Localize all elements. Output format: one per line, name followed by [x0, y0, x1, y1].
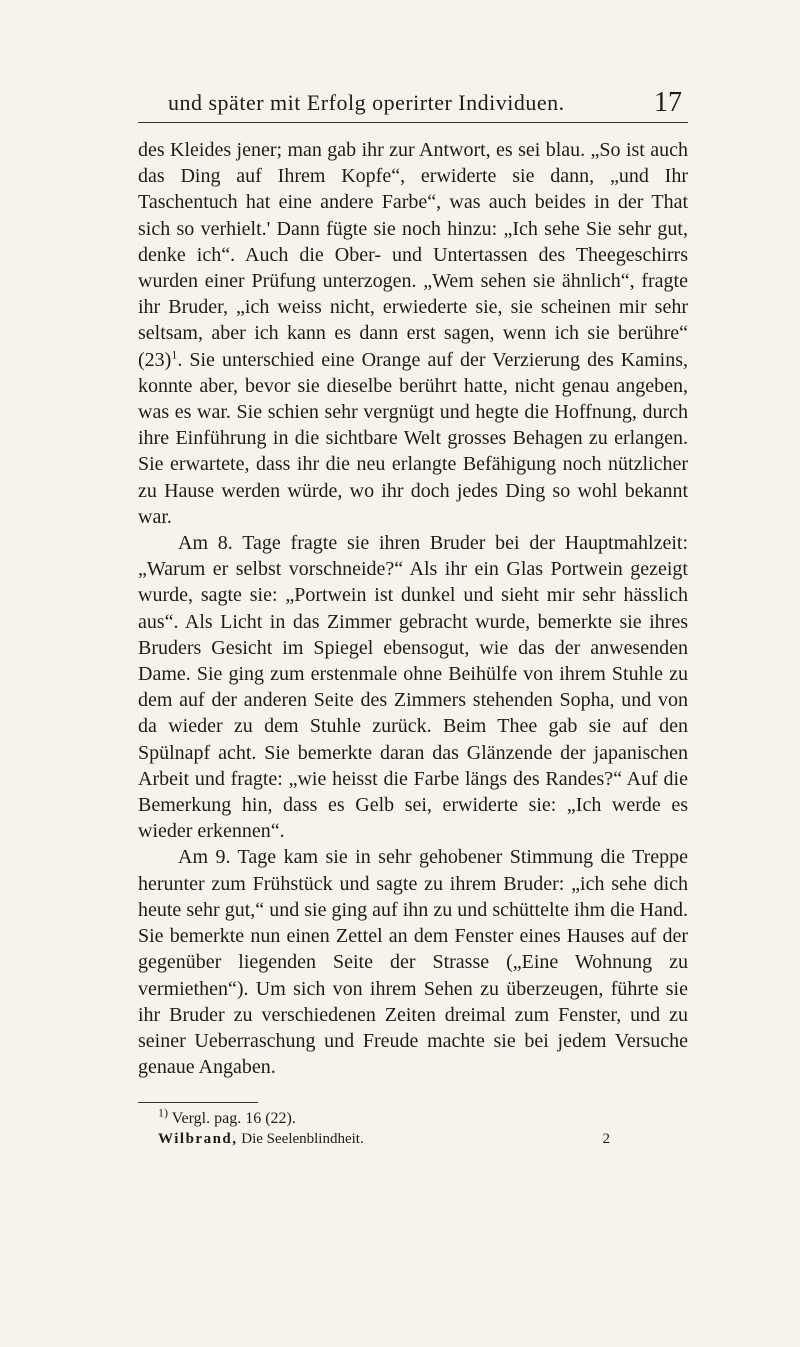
page-number: 17: [654, 87, 682, 118]
body-text: [138, 137, 688, 1080]
sheet-number: 2: [602, 1131, 610, 1148]
signature-citation: [158, 1129, 364, 1149]
running-head: [138, 87, 688, 123]
paragraph-3: Am 9. Tage kam sie in sehr gehobener Stimmung die Treppe herunter zum Frühstück und sagte zu ihrem Bruder: „ich sehe dich heute sehr gut,“ und sie ging auf ihn zu und schüttelte ihm die Hand. Sie bemerkte nun einen Zettel an dem Fenster eines Hauses auf der gegenüber liegenden Seite der Strasse („Eine Wohnung zu vermiethen“). Um sich von ihrem Sehen zu überzeugen, führte sie ihr Bruder zu verschiedenen Zeiten dreimal zum Fenster, und zu seiner Ueberraschung und Freude machte sie bei jedem Versuche genaue Angaben.: [138, 846, 688, 1079]
paragraph-1-part-1: des Kleides jener; man gab ihr zur Antwort, es sei blau. „So ist auch das Ding auf Ihrem Kopfe“, erwiderte sie dann, „und Ihr Taschentuch hat eine andere Farbe“, was auch beides in der That sich so verhielt.' Dann fügte sie noch hinzu: „Ich sehe Sie sehr gut, denke ich“. Auch die Ober- und Untertassen des Theegeschirrs wurden einer Prüfung unterzogen. „Wem sehen sie ähnlich“, fragte ihr Bruder, „ich weiss nicht, erwiederte sie, sie scheinen mir sehr seltsam, aber ich kann es dann erst sagen, wenn ich sie berühre“ (23): [138, 139, 688, 371]
book-page: [138, 87, 688, 1149]
signature-author: Wilbrand,: [158, 1131, 238, 1148]
paragraph-1: [138, 137, 688, 530]
signature-work: Die Seelenblindheit.: [241, 1131, 364, 1148]
footnote-rule: [138, 1102, 258, 1103]
running-title: und später mit Erfolg operirter Individuen.: [168, 90, 565, 115]
footnote: [138, 1105, 688, 1129]
paragraph-2: Am 8. Tage fragte sie ihren Bruder bei der Hauptmahlzeit: „Warum er selbst vorschneide?“ Als ihr ein Glas Portwein gezeigt wurde, sagte sie: „Portwein ist dunkel und sieht mir sehr hässlich aus“. Als Licht in das Zimmer gebracht wurde, bemerkte sie ihres Bruders Gesicht im Spiegel ebensogut, wie das der anwesenden Dame. Sie ging zum erstenmale ohne Beihülfe von ihrem Stuhle zu dem auf der anderen Seite des Zimmers stehenden Sopha, und von da wieder zu dem Stuhle zurück. Beim Thee gab sie auf den Spülnapf acht. Sie bemerkte daran das Glänzende der japanischen Arbeit und fragte: „wie heisst die Farbe längs des Randes?“ Auf die Bemerkung hin, dass es Gelb sei, erwiderte sie: „Ich werde es wieder erkennen“.: [138, 532, 688, 843]
signature-line: [138, 1129, 688, 1149]
footnote-marker: 1): [158, 1105, 168, 1120]
footnote-reference: 1: [171, 346, 178, 361]
footnote-text: Vergl. pag. 16 (22).: [171, 1110, 296, 1128]
paragraph-1-part-2: . Sie unterschied eine Orange auf der Verzierung des Kamins, konnte aber, bevor sie dieselbe berührt hatte, nicht genau angeben, was es war. Sie schien sehr vergnügt und hegte die Hoffnung, durch ihre Einführung in die sichtbare Welt grosses Behagen zu erlangen. Sie erwartete, dass ihr die neu erlangte Befähigung noch nützlicher zu Hause werden würde, wo ihr doch jedes Ding so wohl bekannt war.: [138, 348, 688, 528]
